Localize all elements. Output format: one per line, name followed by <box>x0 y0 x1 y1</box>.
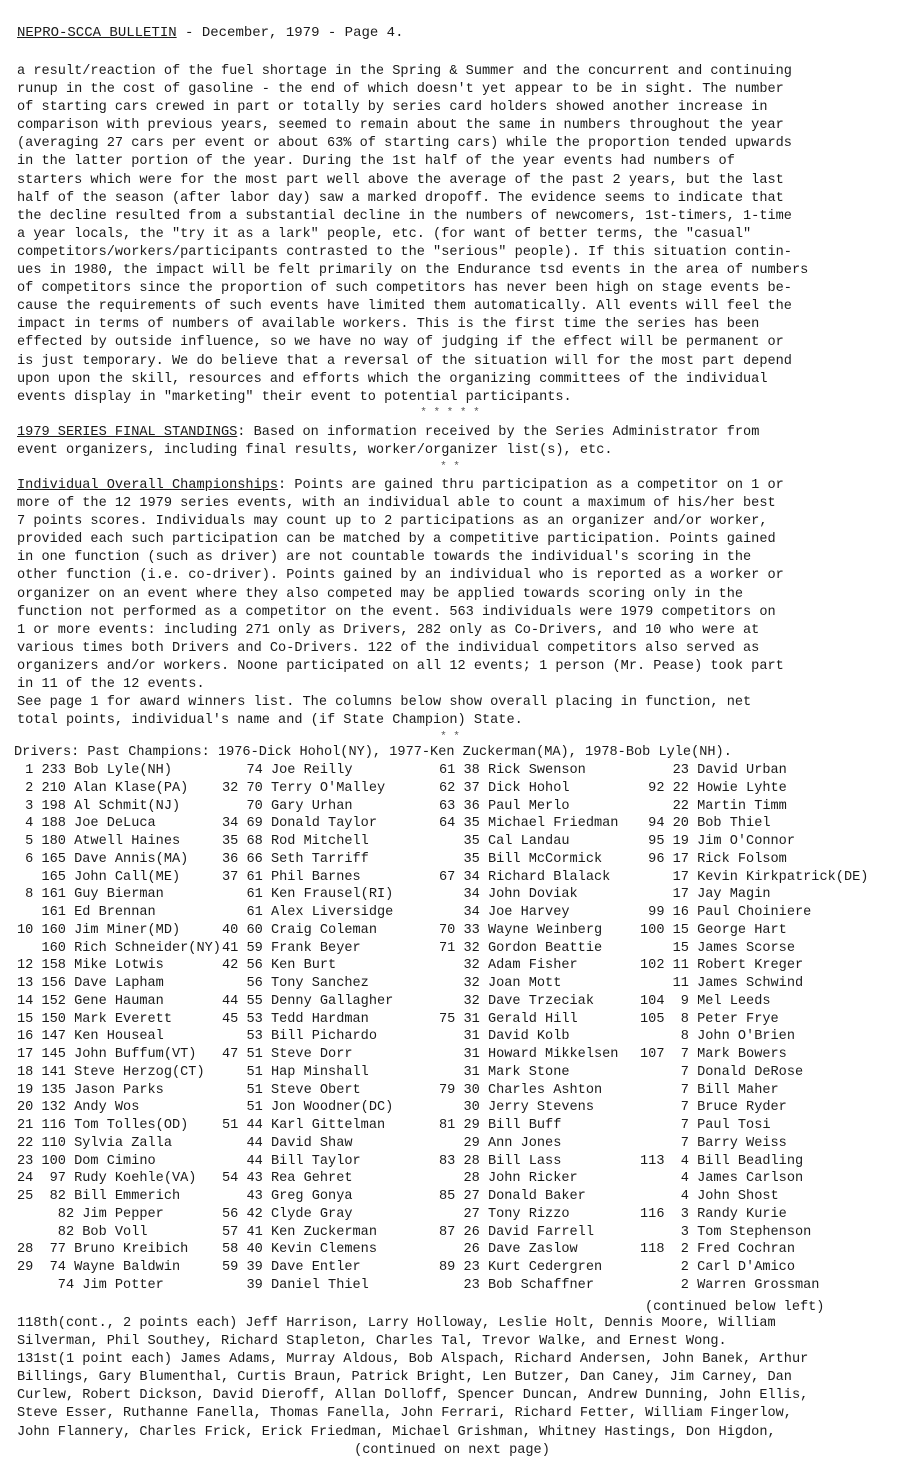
standings-row: 56 Tony Sanchez <box>222 976 369 991</box>
standings-row: 24 97 Rudy Koehle(VA) <box>17 1171 197 1187</box>
standings-row: 57 41 Ken Zuckerman <box>222 1224 377 1240</box>
standings-row: 7 Barry Weiss <box>640 1135 787 1151</box>
individual-section <box>17 477 877 730</box>
standings-row: 11 James Schwind <box>640 976 804 991</box>
standings-row: 28 John Ricker <box>439 1171 578 1187</box>
individual-line: organizer on an event where they also competed may be applied towards scoring only in the <box>17 586 744 602</box>
individual-line: See page 1 for award winners list. The columns below show overall placing in function, net <box>17 695 752 711</box>
standings-row: 95 19 Jim O'Connor <box>640 834 795 849</box>
header-date-page: - December, 1979 - Page 4. <box>176 25 404 41</box>
standings-row: 41 59 Frank Beyer <box>222 940 361 956</box>
standings-column-1 <box>17 762 221 1295</box>
intro-line: ues in 1980, the impact will be felt primarily on the Endurance tsd events in the area of numbers <box>17 263 809 279</box>
standings-row: 39 Daniel Thiel <box>222 1277 369 1293</box>
standings-row: 19 135 Jason Parks <box>17 1082 164 1098</box>
standings-row: 85 27 Donald Baker <box>439 1189 586 1204</box>
individual-line: total points, individual's name and (if State Champion) State. <box>17 713 523 729</box>
intro-line: runup in the cost of gasoline - the end of which doesn't yet appear to be in sight. The number <box>17 82 784 98</box>
separator-stars-3: * * <box>440 731 460 743</box>
standings-row: 100 15 George Hart <box>640 922 787 938</box>
standings-row: 61 38 Rick Swenson <box>439 763 586 778</box>
standings-row: 2 210 Alan Klase(PA) <box>17 780 189 796</box>
standings-row: 14 152 Gene Hauman <box>17 993 164 1009</box>
standings-column-3 <box>439 762 618 1295</box>
standings-column-2 <box>222 762 393 1295</box>
standings-row: 31 David Kolb <box>439 1029 570 1045</box>
standings-row: 10 160 Jim Miner(MD) <box>17 922 181 938</box>
standings-row: 23 David Urban <box>640 763 787 778</box>
standings-row: 35 Cal Landau <box>439 834 570 849</box>
standings-row: 107 7 Mark Bowers <box>640 1047 787 1062</box>
standings-row: 27 Tony Rizzo <box>439 1206 570 1222</box>
standings-row: 34 John Doviak <box>439 887 578 903</box>
standings-row: 30 Jerry Stevens <box>439 1100 594 1116</box>
separator-stars: * * * * * <box>420 407 480 419</box>
standings-row: 29 74 Wayne Baldwin <box>17 1260 181 1275</box>
individual-line: 1 or more events: including 271 only as Drivers, 282 only as Co-Drivers, and 10 who were at <box>17 622 760 638</box>
standings-row: 70 Gary Urhan <box>222 798 353 814</box>
standings-row: 31 Mark Stone <box>439 1064 570 1080</box>
standings-row: 64 35 Michael Friedman <box>439 816 619 832</box>
intro-paragraph <box>17 63 877 407</box>
standings-row: 13 156 Dave Lapham <box>17 976 164 991</box>
standings-row: 43 Greg Gonya <box>222 1189 353 1204</box>
bulletin-title: NEPRO-SCCA BULLETIN <box>17 25 177 41</box>
intro-line: is just temporary. We do believe that a reversal of the situation will for the most part depend <box>17 353 792 369</box>
individual-line: in 11 of the 12 events. <box>17 677 205 693</box>
standings-row: 82 Jim Pepper <box>17 1206 164 1222</box>
standings-row: 32 Dave Trzeciak <box>439 993 594 1009</box>
tail-line: 131st(1 point each) James Adams, Murray Aldous, Bob Alspach, Richard Andersen, John Banek, Arthur <box>17 1352 809 1368</box>
individual-line: provided each such participation can be matched by a competitive participation. Points gained <box>17 532 776 548</box>
standings-row: 56 42 Clyde Gray <box>222 1206 353 1222</box>
intro-line: cause the requirements of such events have limited them automatically. All events will feel the <box>17 299 792 315</box>
standings-row: 62 37 Dick Hohol <box>439 780 570 796</box>
tail-line: Curlew, Robert Dickson, David Dieroff, Allan Dolloff, Spencer Duncan, Andrew Dunning, John Ellis, <box>17 1388 809 1404</box>
standings-row: 8 John O'Brien <box>640 1029 795 1045</box>
standings-row: 71 32 Gordon Beattie <box>439 940 603 956</box>
standings-row: 104 9 Mel Leeds <box>640 993 771 1009</box>
standings-row: 23 100 Dom Cimino <box>17 1153 156 1169</box>
continued-next-page: (continued on next page) <box>354 1442 550 1458</box>
standings-row: 31 Howard Mikkelsen <box>439 1047 619 1062</box>
individual-line: in one function (such as driver) are not countable towards the individual's scoring in the <box>17 550 752 566</box>
standings-row: 23 Bob Schaffner <box>439 1277 594 1293</box>
standings-row: 29 Ann Jones <box>439 1135 562 1151</box>
standings-row: 51 Steve Obert <box>222 1082 361 1098</box>
standings-row: 83 28 Bill Lass <box>439 1153 562 1169</box>
standings-row: 32 Joan Mott <box>439 976 562 991</box>
standings-row: 40 60 Craig Coleman <box>222 922 377 938</box>
intro-line: the decline resulted from a substantial decline in the numbers of newcomers, 1st-timers, 1-time <box>17 208 792 224</box>
standings-row: 7 Bruce Ryder <box>640 1100 787 1116</box>
tail-line: 118th(cont., 2 points each) Jeff Harrison, Larry Holloway, Leslie Holt, Dennis Moore, William <box>17 1316 776 1331</box>
individual-line: function not performed as a competitor on the event. 563 individuals were 1979 competitors on <box>17 604 776 620</box>
standings-row: 94 20 Bob Thiel <box>640 816 771 832</box>
standings-row: 96 17 Rick Folsom <box>640 851 787 867</box>
standings-row: 47 51 Steve Dorr <box>222 1047 353 1062</box>
standings-row: 63 36 Paul Merlo <box>439 798 570 814</box>
standings-row: 58 40 Kevin Clemens <box>222 1242 377 1258</box>
standings-row: 17 Kevin Kirkpatrick(DE) <box>640 869 869 885</box>
drivers-header: Drivers: Past Champions: 1976-Dick Hohol(NY), 1977-Ken Zuckerman(MA), 1978-Bob Lyle(NH). <box>14 745 732 760</box>
individual-line: various times both Drivers and Co-Drivers. 122 of the individual competitors also served as <box>17 640 760 656</box>
continued-below-note: (continued below left) <box>645 1300 825 1315</box>
intro-line: effected by outside influence, so we have no way of judging if the effect will be permanent or <box>17 335 784 351</box>
intro-line: starters which were for the most part well above the average of the past 2 years, but the last <box>17 172 784 188</box>
standings-row: 99 16 Paul Choiniere <box>640 905 812 920</box>
intro-line: (averaging 27 cars per event or about 63% of starting cars) while the proportion tended upwards <box>17 136 792 152</box>
individual-line: organizers and/or workers. Noone participated on all 12 events; 1 person (Mr. Pease) took part <box>17 658 784 674</box>
standings-row: 17 Jay Magin <box>640 887 771 903</box>
standings-row: 92 22 Howie Lyhte <box>640 780 787 796</box>
standings-row: 2 Warren Grossman <box>640 1277 820 1293</box>
intro-line: of starting cars crewed in part or totally by series card holders showed another increase in <box>17 100 768 116</box>
standings-row: 70 33 Wayne Weinberg <box>439 922 603 938</box>
standings-row: 16 147 Ken Houseal <box>17 1029 164 1045</box>
standings-row: 87 26 David Farrell <box>439 1224 594 1240</box>
intro-line: comparison with previous years, seemed to remain about the same in numbers throughout the year <box>17 118 784 134</box>
standings-row: 2 Carl D'Amico <box>640 1260 795 1275</box>
standings-row: 22 110 Sylvia Zalla <box>17 1135 172 1151</box>
intro-line: half of the season (after labor day) saw a marked dropoff. The evidence seems to indicate that <box>17 190 784 206</box>
intro-line: a year locals, the "try it as a lark" people, etc. (for want of better terms, the "casual" <box>17 226 752 242</box>
standings-row: 37 61 Phil Barnes <box>222 869 361 885</box>
intro-line: in the latter portion of the year. During the 1st half of the year events had numbers of <box>17 154 735 170</box>
standings-text-2: event organizers, including final results, worker/organizer list(s), etc. <box>17 443 613 459</box>
intro-line: events display in "marketing" their event to potential participants. <box>17 389 572 405</box>
standings-row: 35 68 Rod Mitchell <box>222 834 369 849</box>
standings-row: 105 8 Peter Frye <box>640 1011 779 1027</box>
standings-row: 25 82 Bill Emmerich <box>17 1189 181 1204</box>
standings-row: 34 Joe Harvey <box>439 905 570 920</box>
standings-row: 59 39 Dave Entler <box>222 1260 361 1275</box>
standings-row: 113 4 Bill Beadling <box>640 1153 804 1169</box>
intro-line: impact in terms of numbers of available workers. This is the first time the series has been <box>17 317 760 333</box>
standings-row: 22 Martin Timm <box>640 798 787 814</box>
page-header <box>17 24 403 42</box>
standings-section <box>17 424 877 460</box>
standings-row: 74 Jim Potter <box>17 1277 164 1293</box>
tail-line: John Flannery, Charles Frick, Erick Friedman, Michael Grishman, Whitney Hastings, Don Higdon, <box>17 1424 776 1440</box>
individual-heading: Individual Overall Championships <box>17 478 279 493</box>
standings-row: 7 Donald DeRose <box>640 1064 804 1080</box>
standings-row: 44 55 Denny Gallagher <box>222 993 394 1009</box>
standings-row: 32 70 Terry O'Malley <box>222 780 386 796</box>
individual-line: more of the 12 1979 series events, with an individual able to count a maximum of his/her best <box>17 496 776 512</box>
standings-row: 8 161 Guy Bierman <box>17 887 164 903</box>
standings-row: 6 165 Dave Annis(MA) <box>17 851 189 867</box>
standings-row: 3 198 Al Schmit(NJ) <box>17 798 181 814</box>
standings-row: 81 29 Bill Buff <box>439 1118 562 1133</box>
standings-row: 116 3 Randy Kurie <box>640 1206 787 1222</box>
standings-row: 51 Hap Minshall <box>222 1064 369 1080</box>
separator-stars-2: * * <box>440 461 460 473</box>
standings-row: 26 Dave Zaslow <box>439 1242 578 1258</box>
individual-line: 7 points scores. Individuals may count up to 2 participations as an organizer and/or worker, <box>17 514 768 530</box>
individual-line: other function (i.e. co-driver). Points gained by an individual who is reported as a worker or <box>17 568 784 584</box>
tail-line: Steve Esser, Ruthanne Fanella, Thomas Fanella, John Ferrari, Richard Fetter, William Fingerlow, <box>17 1406 792 1422</box>
intro-line: upon upon the skill, resources and efforts which the organizing committees of the individual <box>17 371 768 387</box>
standings-row: 102 11 Robert Kreger <box>640 958 804 974</box>
standings-row: 18 141 Steve Herzog(CT) <box>17 1064 205 1080</box>
standings-column-4 <box>640 762 868 1295</box>
standings-row: 12 158 Mike Lotwis <box>17 958 164 974</box>
standings-row: 7 Paul Tosi <box>640 1118 771 1133</box>
intro-line: competitors/workers/participants contrasted to the "serious" people). If this situation contin- <box>17 244 792 260</box>
tail-line: Billings, Gary Blumenthal, Curtis Braun, Patrick Bright, Len Butzer, Dan Caney, Jim Carney, Dan <box>17 1370 792 1386</box>
standings-row: 15 James Scorse <box>640 940 795 956</box>
standings-row: 7 Bill Maher <box>640 1082 779 1098</box>
standings-text: : Based on information received by the Series Administrator from <box>237 425 760 440</box>
standings-row: 1 233 Bob Lyle(NH) <box>17 763 172 778</box>
standings-row: 42 56 Ken Burt <box>222 958 337 974</box>
standings-row: 67 34 Richard Blalack <box>439 869 611 885</box>
standings-row: 61 Ken Frausel(RI) <box>222 887 394 903</box>
standings-row: 3 Tom Stephenson <box>640 1224 812 1240</box>
standings-row: 4 John Shost <box>640 1189 779 1204</box>
standings-row: 36 66 Seth Tarriff <box>222 851 369 867</box>
standings-row: 118 2 Fred Cochran <box>640 1242 795 1258</box>
intro-line: of competitors since the proportion of such competitors has never been high on stage events be- <box>17 281 792 297</box>
standings-row: 165 John Call(ME) <box>17 869 181 885</box>
standings-row: 51 Jon Woodner(DC) <box>222 1100 394 1116</box>
individual-line-0: : Points are gained thru participation as a competitor on 1 or <box>278 478 784 493</box>
low-scorers-paragraph <box>17 1315 887 1460</box>
standings-row: 45 53 Tedd Hardman <box>222 1011 369 1027</box>
standings-row: 21 116 Tom Tolles(OD) <box>17 1118 189 1133</box>
standings-row: 28 77 Bruno Kreibich <box>17 1242 189 1258</box>
standings-row: 160 Rich Schneider(NY) <box>17 940 221 956</box>
standings-row: 44 David Shaw <box>222 1135 353 1151</box>
standings-row: 61 Alex Liversidge <box>222 905 394 920</box>
standings-row: 20 132 Andy Wos <box>17 1100 140 1116</box>
standings-heading: 1979 SERIES FINAL STANDINGS <box>17 425 238 440</box>
standings-row: 75 31 Gerald Hill <box>439 1011 578 1027</box>
standings-row: 82 Bob Voll <box>17 1224 148 1240</box>
tail-line: Silverman, Phil Southey, Richard Stapleton, Charles Tal, Trevor Walke, and Ernest Wong. <box>17 1334 727 1350</box>
standings-row: 79 30 Charles Ashton <box>439 1082 603 1098</box>
standings-row: 35 Bill McCormick <box>439 851 603 867</box>
standings-row: 54 43 Rea Gehret <box>222 1171 353 1187</box>
standings-row: 17 145 John Buffum(VT) <box>17 1047 197 1062</box>
standings-row: 5 180 Atwell Haines <box>17 834 181 849</box>
standings-row: 4 188 Joe DeLuca <box>17 816 156 832</box>
standings-row: 44 Bill Taylor <box>222 1153 361 1169</box>
standings-row: 89 23 Kurt Cedergren <box>439 1260 603 1275</box>
standings-row: 53 Bill Pichardo <box>222 1029 377 1045</box>
standings-row: 51 44 Karl Gittelman <box>222 1118 386 1133</box>
intro-line: a result/reaction of the fuel shortage in the Spring & Summer and the concurrent and continuing <box>17 64 792 79</box>
standings-row: 34 69 Donald Taylor <box>222 816 377 832</box>
standings-row: 161 Ed Brennan <box>17 905 156 920</box>
standings-row: 4 James Carlson <box>640 1171 804 1187</box>
standings-row: 15 150 Mark Everett <box>17 1011 172 1027</box>
standings-row: 74 Joe Reilly <box>222 763 353 778</box>
standings-row: 32 Adam Fisher <box>439 958 578 974</box>
